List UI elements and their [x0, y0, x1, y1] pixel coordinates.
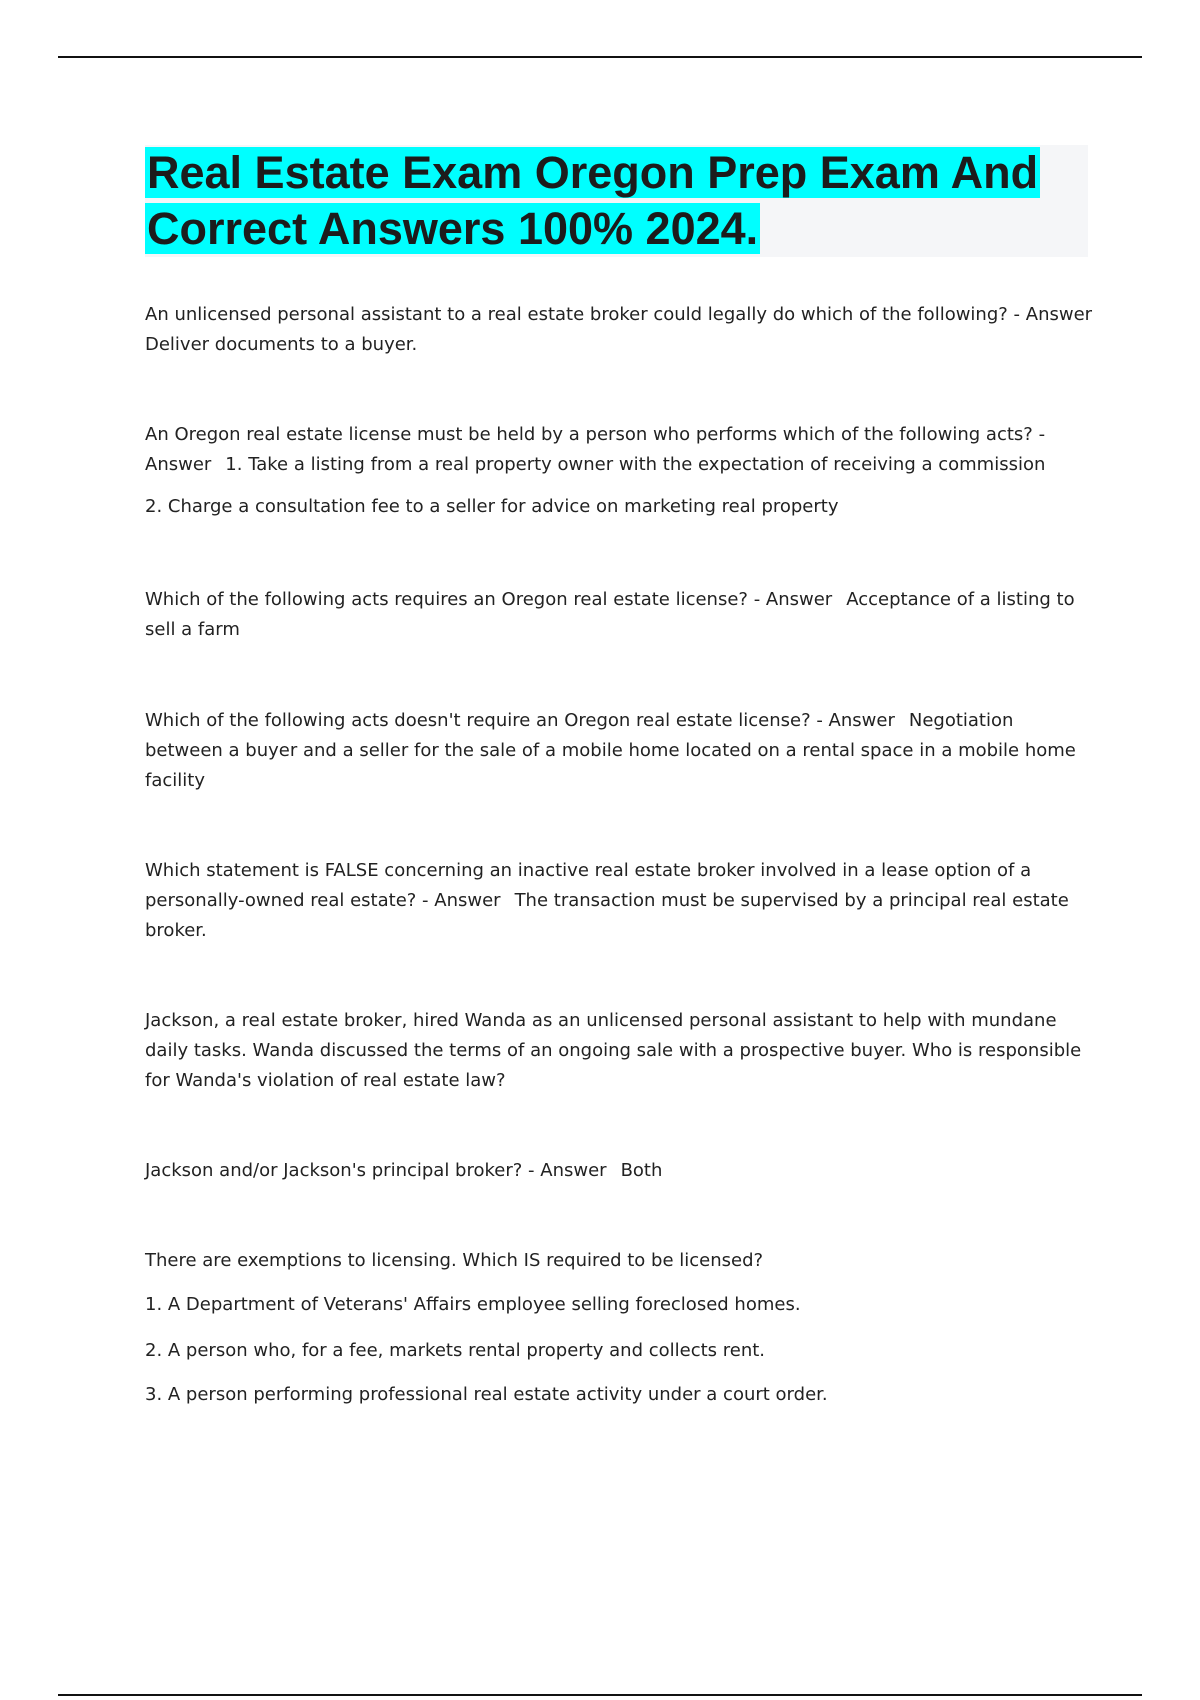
question-text: Jackson, a real estate broker, hired Wanda as an unlicensed personal assistant to help with mundane daily tasks. Wanda discussed the terms of an ongoing sale with a prospective buyer. Who is responsible for Wanda's violation of real estate law? — [145, 1010, 1082, 1091]
qa-text — [145, 420, 1095, 480]
qa-text — [145, 585, 1095, 645]
qa-text — [145, 1156, 1095, 1186]
top-rule — [58, 56, 1142, 58]
qa-entry-2 — [145, 420, 1095, 522]
qa-entry-5 — [145, 856, 1095, 946]
highlighted-title: Real Estate Exam Oregon Prep Exam And Correct Answers 100% 2024. — [147, 147, 1039, 254]
answer-text: The transaction must be supervised by a principal real estate broker. — [145, 890, 1069, 941]
option-2: 2. A person who, for a fee, markets rental property and collects rent. — [145, 1340, 766, 1361]
question-text: An Oregon real estate license must be held by a person who performs which of the following acts? - Answer — [145, 424, 1046, 475]
answer-text: Negotiation between a buyer and a seller for the sale of a mobile home located on a rental space in a mobile home facility — [145, 710, 1076, 791]
document-title — [145, 145, 1088, 257]
answer-text: Both — [620, 1160, 663, 1181]
qa-entry-4 — [145, 706, 1095, 796]
answer-text: 1. Take a listing from a real property owner with the expectation of receiving a commission — [225, 454, 1046, 475]
question-text: Which of the following acts doesn't require an Oregon real estate license? - Answer — [145, 710, 895, 731]
bottom-rule — [58, 1694, 1142, 1696]
qa-entry-3 — [145, 585, 1095, 645]
qa-entry-7 — [145, 1156, 1095, 1186]
question-text: Which of the following acts requires an Oregon real estate license? - Answer — [145, 589, 833, 610]
qa-text — [145, 300, 1095, 360]
qa-text — [145, 706, 1095, 796]
qa-entry-6 — [145, 1006, 1095, 1096]
question-text: Which statement is FALSE concerning an inactive real estate broker involved in a lease option of a personally-owned real estate? - Answer — [145, 860, 1032, 911]
answer-text-2: 2. Charge a consultation fee to a seller for advice on marketing real property — [145, 496, 839, 517]
option-3: 3. A person performing professional real estate activity under a court order. — [145, 1384, 828, 1405]
question-text: An unlicensed personal assistant to a real estate broker could legally do which of the following? - Answer — [145, 304, 1093, 325]
option-1: 1. A Department of Veterans' Affairs employee selling foreclosed homes. — [145, 1294, 801, 1315]
qa-text — [145, 856, 1095, 946]
answer-text: Acceptance of a listing to sell a farm — [145, 589, 1075, 640]
question-text: Jackson and/or Jackson's principal broker? - Answer — [145, 1160, 607, 1181]
qa-entry-8 — [145, 1246, 1095, 1410]
qa-entry-1 — [145, 300, 1095, 360]
question-text: There are exemptions to licensing. Which IS required to be licensed? — [145, 1250, 764, 1271]
answer-text: Deliver documents to a buyer. — [145, 334, 418, 355]
title-block — [145, 145, 1088, 257]
